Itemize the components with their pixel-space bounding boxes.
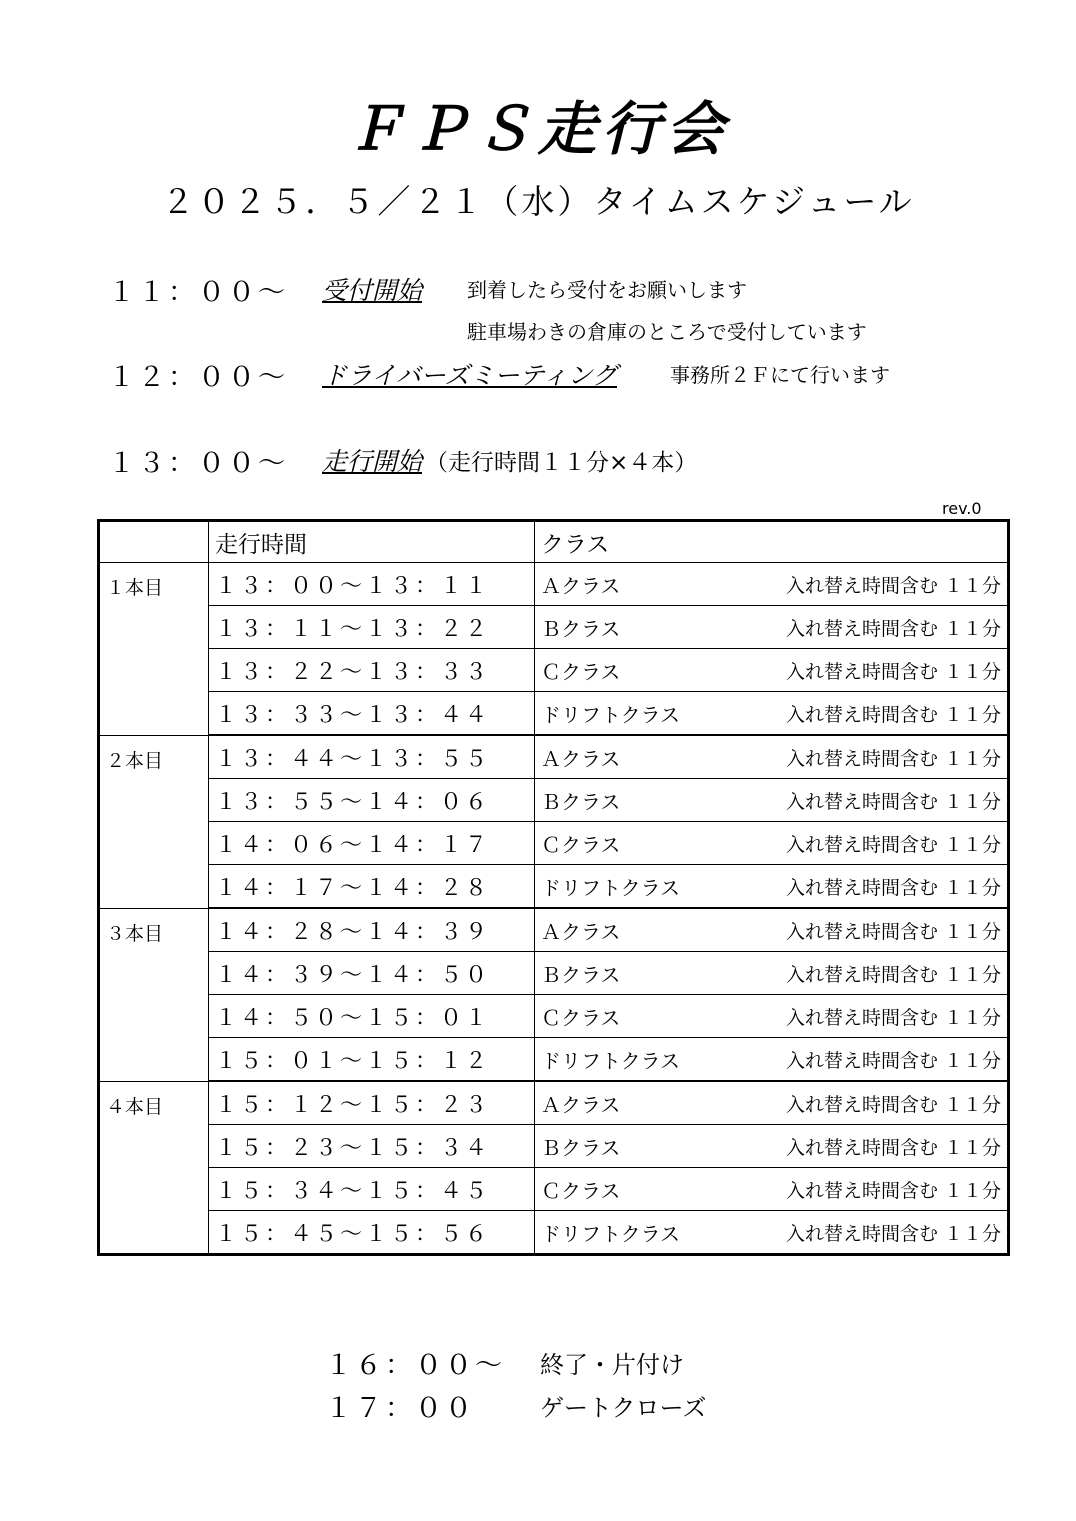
meeting-note: 事務所２Ｆにて行います	[670, 363, 890, 387]
class-cell: Ｂクラス	[535, 606, 759, 649]
run-time-text: １４：５０～１５：０１	[215, 1005, 491, 1031]
table-row	[99, 606, 1009, 649]
table-row	[99, 563, 1009, 606]
duration-cell: 入れ替え時間含む １１分	[759, 779, 1009, 822]
duration-cell: 入れ替え時間含む １１分	[759, 1081, 1009, 1125]
round-label: ２本目	[99, 735, 209, 908]
run-time-cell	[209, 649, 535, 692]
duration-cell: 入れ替え時間含む １１分	[759, 995, 1009, 1038]
table-row	[99, 1081, 1009, 1125]
duration-cell: 入れ替え時間含む １１分	[759, 952, 1009, 995]
run-time-cell	[209, 1081, 535, 1125]
run-time-text: １５：３４～１５：４５	[215, 1178, 491, 1204]
header-round	[99, 521, 209, 563]
start-note: （走行時間１１分×４本）	[425, 450, 698, 476]
table-row	[99, 692, 1009, 736]
page-subtitle: ２０２５．５／２１（水）タイムスケジュール	[161, 182, 915, 221]
duration-cell: 入れ替え時間含む １１分	[759, 865, 1009, 909]
run-time-cell	[209, 779, 535, 822]
meeting-label: ドライバーズミーティング	[322, 361, 618, 390]
duration-cell: 入れ替え時間含む １１分	[759, 1038, 1009, 1082]
run-time-cell	[209, 1125, 535, 1168]
class-cell: Ａクラス	[535, 735, 759, 779]
start-label: 走行開始	[322, 447, 423, 476]
run-time-text: １５：１２～１５：２３	[215, 1092, 491, 1118]
run-time-text: １３：４４～１３：５５	[215, 746, 491, 772]
class-cell: ドリフトクラス	[535, 692, 759, 736]
run-time-text: １３：００～１３：１１	[215, 573, 491, 599]
run-time-text: １５：２３～１５：３４	[215, 1135, 491, 1161]
duration-cell: 入れ替え時間含む １１分	[759, 822, 1009, 865]
class-cell: Ｃクラス	[535, 822, 759, 865]
run-time-text: １５：０１～１５：１２	[215, 1048, 491, 1074]
table-row	[99, 735, 1009, 779]
page-title: ＦＰＳ走行会	[345, 95, 730, 163]
class-cell: Ｂクラス	[535, 952, 759, 995]
table-header-row	[99, 521, 1009, 563]
header-class: クラス	[535, 521, 1009, 563]
round-label: １本目	[99, 563, 209, 736]
class-cell: Ｃクラス	[535, 649, 759, 692]
run-time-text: １５：４５～１５：５６	[215, 1221, 491, 1247]
run-time-text: １４：１７～１４：２８	[215, 875, 491, 901]
end-label: 終了・片付け	[540, 1351, 684, 1379]
table-row	[99, 779, 1009, 822]
run-time-cell	[209, 606, 535, 649]
duration-cell: 入れ替え時間含む １１分	[759, 1211, 1009, 1255]
duration-cell: 入れ替え時間含む １１分	[759, 692, 1009, 736]
table-row	[99, 908, 1009, 952]
run-time-cell	[209, 952, 535, 995]
class-cell: Ｂクラス	[535, 1125, 759, 1168]
class-cell: Ｃクラス	[535, 995, 759, 1038]
class-cell: ドリフトクラス	[535, 1038, 759, 1082]
revision-label: rev.0	[942, 499, 982, 518]
run-time-text: １３：３３～１３：４４	[215, 702, 491, 728]
table-row	[99, 952, 1009, 995]
table-row	[99, 822, 1009, 865]
run-time-text: １３：１１～１３：２２	[215, 616, 491, 642]
gate-close-label: ゲートクローズ	[540, 1394, 707, 1422]
duration-cell: 入れ替え時間含む １１分	[759, 606, 1009, 649]
class-cell: Ａクラス	[535, 908, 759, 952]
run-time-cell	[209, 1211, 535, 1255]
class-cell: Ｂクラス	[535, 779, 759, 822]
duration-cell: 入れ替え時間含む １１分	[759, 649, 1009, 692]
reception-time: １１：００～	[108, 277, 288, 308]
duration-cell: 入れ替え時間含む １１分	[759, 563, 1009, 606]
run-time-text: １３：２２～１３：３３	[215, 659, 491, 685]
gate-close-time: １７：００	[325, 1393, 475, 1424]
table-row	[99, 1211, 1009, 1255]
class-cell: ドリフトクラス	[535, 1211, 759, 1255]
header-time: 走行時間	[209, 521, 535, 563]
run-time-cell	[209, 1168, 535, 1211]
reception-note-1: 到着したら受付をお願いします	[467, 278, 747, 302]
run-time-text: １４：０６～１４：１７	[215, 832, 491, 858]
run-time-text: １３：５５～１４：０６	[215, 789, 491, 815]
run-time-cell	[209, 735, 535, 779]
run-time-cell	[209, 822, 535, 865]
duration-cell: 入れ替え時間含む １１分	[759, 735, 1009, 779]
table-row	[99, 1038, 1009, 1082]
duration-cell: 入れ替え時間含む １１分	[759, 1125, 1009, 1168]
round-label: ４本目	[99, 1081, 209, 1255]
run-time-cell	[209, 692, 535, 736]
run-time-cell	[209, 1038, 535, 1082]
class-cell: ドリフトクラス	[535, 865, 759, 909]
class-cell: Ｃクラス	[535, 1168, 759, 1211]
table-row	[99, 865, 1009, 909]
run-time-text: １４：３９～１４：５０	[215, 962, 491, 988]
start-time: １３：００～	[108, 448, 288, 479]
class-cell: Ａクラス	[535, 563, 759, 606]
run-time-cell	[209, 563, 535, 606]
duration-cell: 入れ替え時間含む １１分	[759, 1168, 1009, 1211]
run-time-cell	[209, 995, 535, 1038]
reception-label: 受付開始	[322, 276, 423, 305]
class-cell: Ａクラス	[535, 1081, 759, 1125]
run-time-cell	[209, 865, 535, 909]
reception-note-2: 駐車場わきの倉庫のところで受付しています	[467, 320, 867, 344]
end-time: １６：００～	[325, 1350, 505, 1381]
table-row	[99, 1168, 1009, 1211]
round-label: ３本目	[99, 908, 209, 1081]
table-row	[99, 995, 1009, 1038]
schedule-table	[97, 519, 1010, 1256]
duration-cell: 入れ替え時間含む １１分	[759, 908, 1009, 952]
run-time-cell	[209, 908, 535, 952]
table-row	[99, 649, 1009, 692]
table-row	[99, 1125, 1009, 1168]
meeting-time: １２：００～	[108, 362, 288, 393]
run-time-text: １４：２８～１４：３９	[215, 919, 491, 945]
